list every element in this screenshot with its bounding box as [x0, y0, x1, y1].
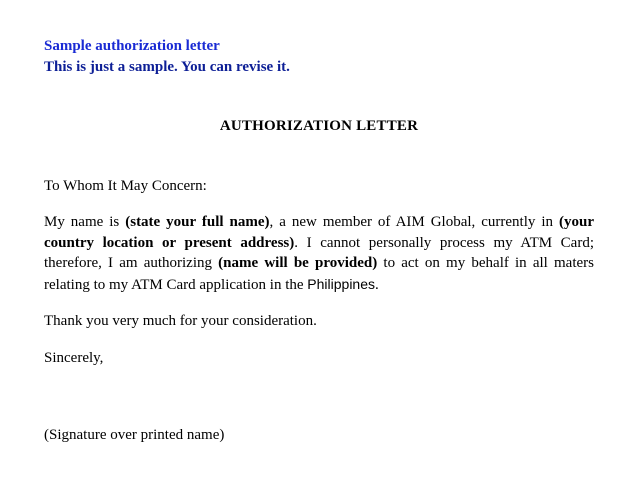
- body-text: to act on my behalf in all maters: [377, 255, 594, 271]
- body-text: therefore, I am authorizing: [44, 255, 219, 271]
- body-text: relating to my ATM Card application in the: [44, 276, 308, 293]
- closing-line: Sincerely,: [44, 350, 104, 366]
- placeholder-full-name: (state your full name): [125, 214, 270, 230]
- salutation: To Whom It May Concern:: [44, 178, 207, 194]
- body-text: .: [375, 276, 379, 293]
- body-line-4: [44, 274, 594, 296]
- sample-note-subtitle: This is just a sample. You can revise it.: [44, 59, 290, 75]
- body-text: , a new member of AIM Global, currently in: [269, 214, 559, 230]
- signature-line: (Signature over printed name): [44, 427, 225, 443]
- body-line-3: [44, 253, 594, 274]
- body-line-1: [44, 212, 594, 233]
- body-line-2: [44, 233, 594, 254]
- country-name: Philippines: [307, 275, 376, 292]
- placeholder-location-end: country location or present address): [44, 234, 295, 251]
- sample-note-title: Sample authorization letter: [44, 38, 220, 54]
- placeholder-authorized-name: (name will be provided): [218, 255, 378, 271]
- placeholder-location-start: (your: [559, 214, 594, 230]
- body-text: My name is: [44, 214, 126, 230]
- thanks-line: Thank you very much for your consideration.: [44, 313, 317, 329]
- letter-heading: AUTHORIZATION LETTER: [219, 118, 419, 134]
- body-text: . I cannot personally process my ATM Card;: [294, 234, 594, 251]
- body-paragraph: [44, 212, 594, 295]
